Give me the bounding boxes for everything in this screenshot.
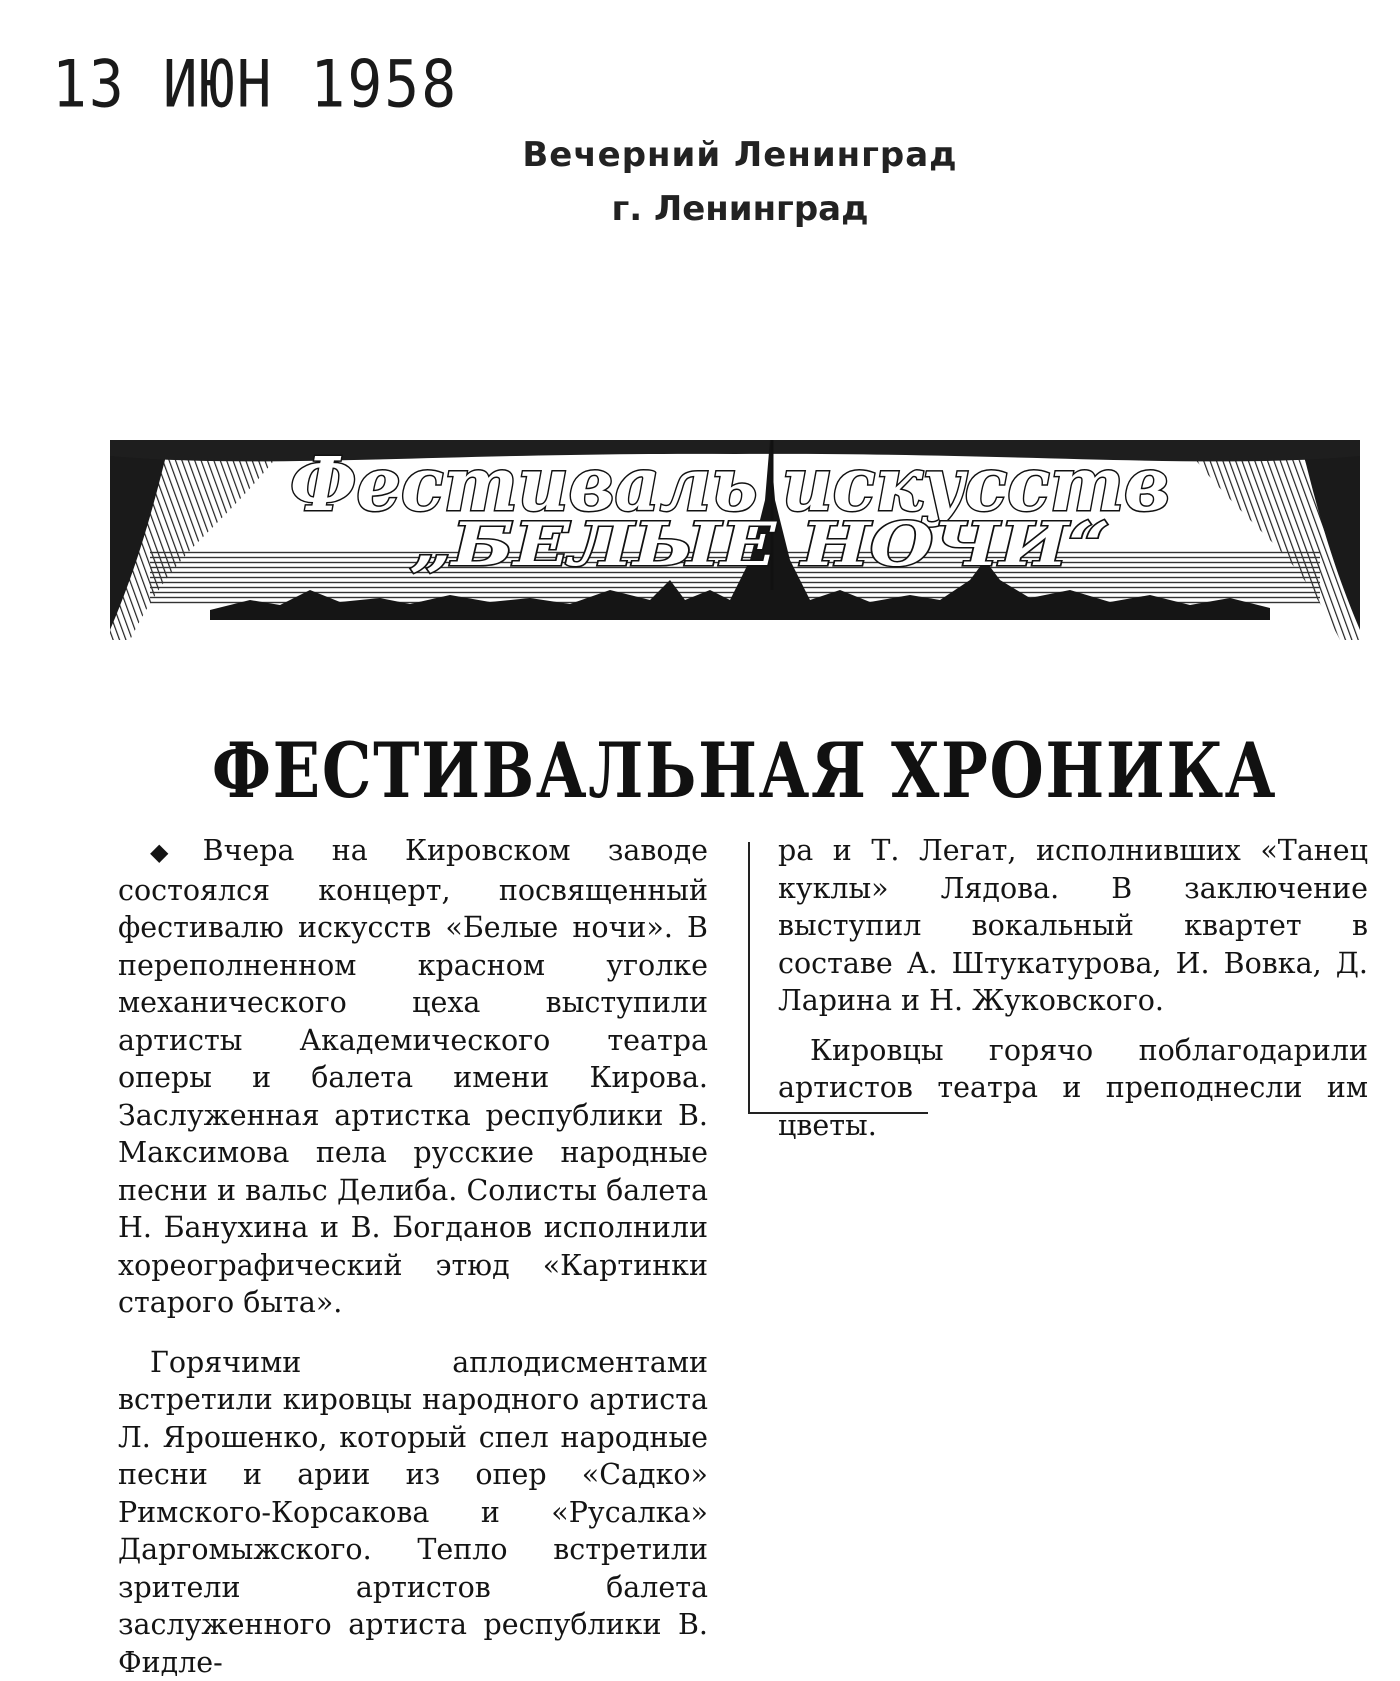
date-stamp: 13 ИЮН 1958 bbox=[52, 46, 458, 122]
column-divider bbox=[748, 842, 750, 1114]
paragraph: Горячими аплодисментами встретили кировцы народного артиста Л. Ярошенко, который спел народные песни и арии из опер «Садко» Римского-Корсакова и «Русалка» Даргомыжского. Тепло встретили зрители артистов балета заслуженного артиста республики В. Фидле- bbox=[118, 1344, 708, 1681]
newspaper-name: Вечерний Ленинград bbox=[450, 135, 1030, 175]
article-column-1 bbox=[118, 832, 708, 1681]
newspaper-city: г. Ленинград bbox=[450, 189, 1030, 229]
article-column-2 bbox=[778, 832, 1368, 1144]
article-header bbox=[180, 720, 1310, 820]
paragraph-text: Вчера на Кировском заводе состоялся концерт, посвященный фестивалю искусств «Белые ночи». В переполненном красном уголке механического цеха выступили артисты Академического театра оперы и балета имени Кирова. Заслуженная артистка республики В. Максимова пела русские народные песни и вальс Делиба. Солисты балета Н. Банухина и В. Богданов исполнили хореографический этюд «Картинки старого быта». bbox=[118, 834, 708, 1319]
banner-word-white-nights: „БЕЛЫЕ НОЧИ“ bbox=[410, 510, 1110, 580]
paragraph: ра и Т. Легат, исполнивших «Танец куклы» Лядова. В заключение выступил вокальный квартет в составе А. Штукатурова, И. Вовка, Д. Ларина и Н. Жуковского. bbox=[778, 832, 1368, 1020]
diamond-bullet-icon: ◆ bbox=[150, 838, 197, 866]
article-title: ФЕСТИВАЛЬНАЯ ХРОНИКА bbox=[212, 726, 1277, 815]
paragraph: Кировцы горячо поблагодарили артистов театра и преподнесли им цветы. bbox=[778, 1032, 1368, 1145]
paragraph bbox=[118, 832, 708, 1322]
festival-banner bbox=[110, 440, 1360, 640]
banner-illustration bbox=[110, 440, 1360, 640]
newspaper-stamp bbox=[450, 135, 1030, 229]
banner-word-festival: Фестиваль искусств bbox=[290, 442, 1170, 528]
